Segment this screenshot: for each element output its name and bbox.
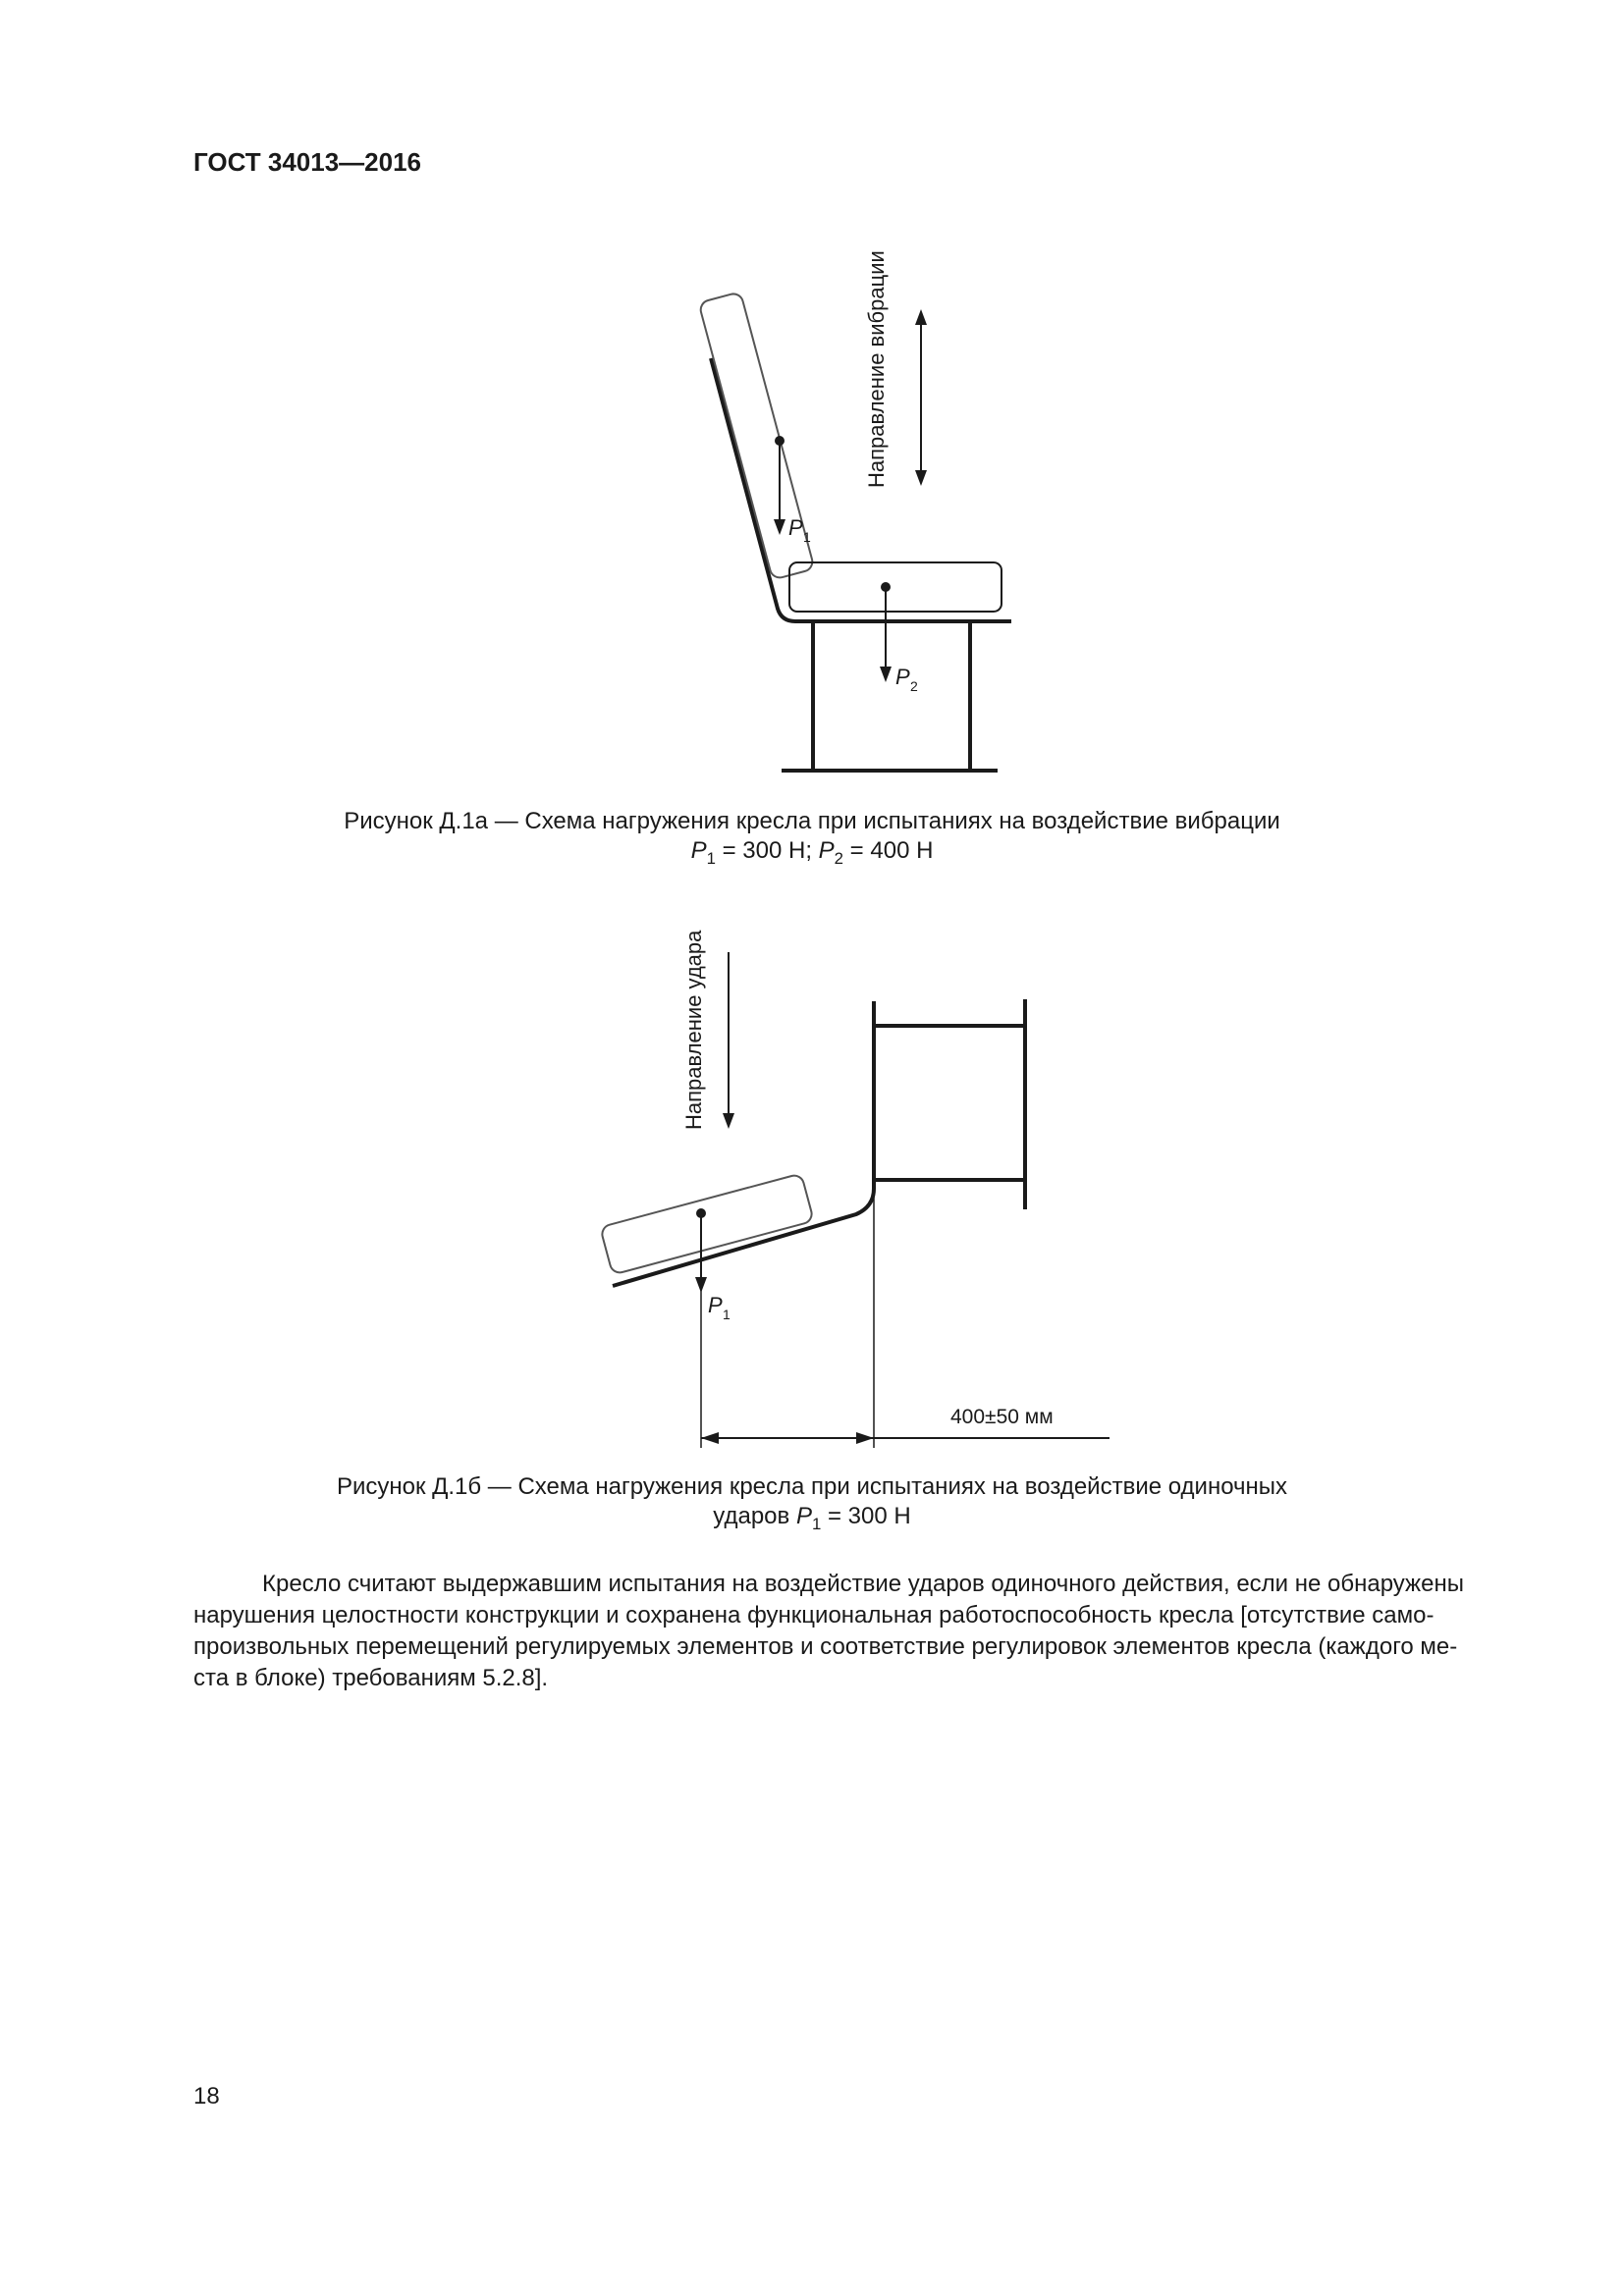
caption2-p1: P xyxy=(795,1503,812,1529)
figure1-caption xyxy=(0,807,1624,874)
load-label-p2-sub: 2 xyxy=(910,678,918,694)
figure-impact-diagram xyxy=(589,898,1119,1448)
vibration-direction-label: Направление вибрации xyxy=(864,250,889,488)
paragraph-line-2: нарушения целостности конструкции и сохранена функциональная работоспособность кресла [отсутствие само- xyxy=(193,1602,1435,1629)
paragraph-line-3: произвольных перемещений регулируемых элементов и соответствие регулировок элементов кресла (каждого ме- xyxy=(193,1633,1458,1660)
paragraph-line-4: ста в блоке) требованиям 5.2.8]. xyxy=(193,1665,549,1691)
load-label-p1: P xyxy=(708,1293,723,1317)
caption1-p2-sub: 2 xyxy=(834,848,844,868)
impact-direction-label: Направление удара xyxy=(681,930,706,1130)
figure-vibration-diagram xyxy=(687,221,1041,780)
arrow-head-p2 xyxy=(880,667,892,682)
caption1-p1-sub: 1 xyxy=(706,848,716,868)
impact-arrow-head xyxy=(723,1113,734,1129)
dimension-label: 400±50 мм xyxy=(950,1406,1054,1428)
seat-frame xyxy=(711,358,1011,621)
tilted-seat-frame xyxy=(613,1001,874,1286)
load-label-p1: P xyxy=(788,515,803,540)
caption2-p1-sub: 1 xyxy=(811,1514,822,1533)
seat-cushion xyxy=(789,562,1001,612)
caption1-p2: P xyxy=(818,837,835,864)
figure1-caption-line1: Рисунок Д.1а — Схема нагружения кресла при испытаниях на воздействие вибрации xyxy=(344,808,1280,834)
caption1-p1-value: = 300 Н; xyxy=(715,837,819,864)
load-label-p2: P xyxy=(895,665,910,689)
load-label-p1-sub: 1 xyxy=(723,1307,731,1322)
figure2-caption-line1: Рисунок Д.1б — Схема нагружения кресла при испытаниях на воздействие одиночных xyxy=(336,1473,1288,1500)
dimension-arrow-right xyxy=(856,1432,874,1444)
caption2-p1-value: = 300 Н xyxy=(821,1503,911,1529)
dimension-arrow-left xyxy=(701,1432,719,1444)
load-label-p1-sub: 1 xyxy=(803,529,811,545)
document-code: ГОСТ 34013—2016 xyxy=(193,147,421,177)
caption1-p2-value: = 400 Н xyxy=(843,837,934,864)
arrow-head-down xyxy=(915,470,927,486)
body-paragraph xyxy=(193,1569,1491,1694)
page-number: 18 xyxy=(193,2083,220,2109)
arrow-head-up xyxy=(915,309,927,325)
paragraph-line-1: Кресло считают выдержавшим испытания на воздействие ударов одиночного действия, если не обнаружены xyxy=(262,1571,1464,1597)
caption1-p1: P xyxy=(690,837,707,864)
caption2-prefix: ударов xyxy=(713,1503,796,1529)
arrow-head-p1 xyxy=(774,519,785,535)
figure2-caption xyxy=(0,1472,1624,1539)
